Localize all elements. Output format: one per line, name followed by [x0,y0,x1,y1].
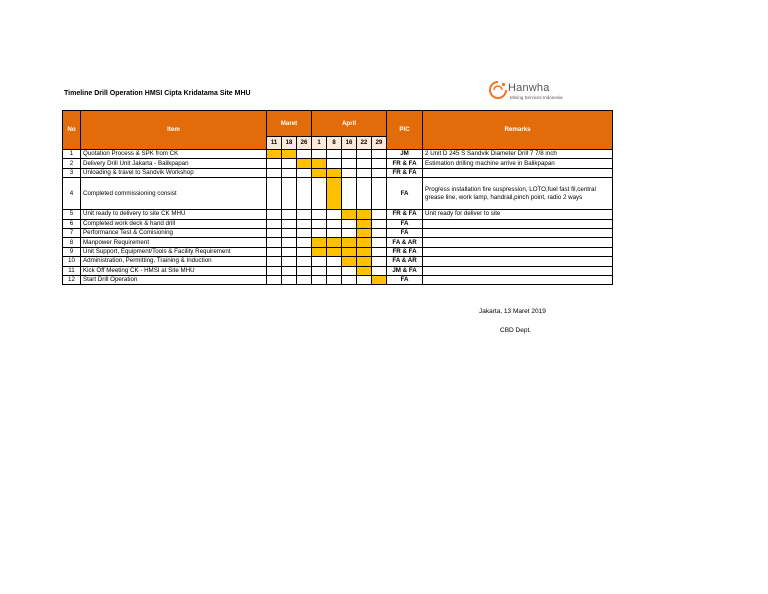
row-number: 9 [63,247,81,256]
timeline-cell [357,159,372,168]
timeline-cell [282,210,297,219]
timeline-cell [312,219,327,228]
table-row [63,178,613,210]
row-item: Quotation Process & SPK from CK [81,150,267,159]
timeline-cell [327,257,342,266]
header-row [63,111,613,137]
timeline-cell-active [357,228,372,237]
header-date: 26 [297,137,312,150]
row-pic: FR & FA [387,210,423,219]
row-remarks [423,275,613,284]
timeline-cell [312,228,327,237]
timeline-cell [267,247,282,256]
timeline-cell [327,150,342,159]
timeline-cell [297,228,312,237]
row-remarks: Unit ready for deliver to site [423,210,613,219]
header-pic: PIC [387,111,423,150]
timeline-cell-active [357,247,372,256]
timeline-cell [342,266,357,275]
row-remarks [423,247,613,256]
timeline-cell [267,238,282,247]
row-pic: FR & FA [387,247,423,256]
table-row [63,247,613,256]
row-remarks: Progress installation fire suspression, LOTO,fuel fast fil,central grease line, work lamp, handrail,pinch point, radio 2 ways [423,178,613,210]
row-item: Unit Support, Equipment/Tools & Facility Requirement [81,247,267,256]
header-date: 1 [312,137,327,150]
timeline-cell [357,275,372,284]
header-date: 22 [357,137,372,150]
timeline-cell [312,266,327,275]
row-remarks [423,219,613,228]
row-item: Performance Test & Comisioning [81,228,267,237]
timeline-cell [342,219,357,228]
header-month: Maret [267,111,312,137]
timeline-cell [357,150,372,159]
table-row [63,275,613,284]
timeline-cell [282,228,297,237]
timeline-table [62,110,613,285]
timeline-cell [342,178,357,210]
timeline-cell [342,159,357,168]
timeline-cell-active [342,210,357,219]
row-pic: JM [387,150,423,159]
timeline-cell [357,178,372,210]
header-date: 16 [342,137,357,150]
timeline-cell-active [357,219,372,228]
timeline-cell [342,168,357,177]
timeline-cell [267,228,282,237]
timeline-cell [372,247,387,256]
timeline-cell-active [267,150,282,159]
timeline-cell [372,266,387,275]
header-month: April [312,111,387,137]
row-number: 11 [63,266,81,275]
timeline-cell [372,219,387,228]
timeline-cell [297,210,312,219]
table-row [63,266,613,275]
header-date: 11 [267,137,282,150]
header-no: No [63,111,81,150]
row-item: Delivery Drill Unit Jakarta - Balikpapan [81,159,267,168]
timeline-cell [267,168,282,177]
table-row [63,168,613,177]
footer-department: CBD Dept. [500,327,532,334]
row-pic: FR & FA [387,168,423,177]
timeline-cell [267,178,282,210]
timeline-cell-active [327,178,342,210]
timeline-cell [282,266,297,275]
timeline-cell [282,178,297,210]
timeline-cell [372,150,387,159]
timeline-cell [357,168,372,177]
timeline-cell [267,219,282,228]
timeline-cell [297,275,312,284]
row-item: Unit ready to delivery to site CK MHU [81,210,267,219]
timeline-cell-active [312,247,327,256]
row-item: Completed commissioning consist [81,178,267,210]
timeline-cell-active [312,168,327,177]
timeline-cell [297,257,312,266]
header-date: 8 [327,137,342,150]
timeline-cell [282,275,297,284]
timeline-cell [372,210,387,219]
row-number: 7 [63,228,81,237]
timeline-cell-active [312,159,327,168]
table-row [63,257,613,266]
timeline-cell [372,178,387,210]
timeline-cell-active [297,159,312,168]
timeline-cell [297,266,312,275]
row-number: 6 [63,219,81,228]
row-remarks: 2 Unit D 245 S Sandvik Diameter Drill 7 7/8 inch [423,150,613,159]
timeline-cell [297,178,312,210]
timeline-cell-active [342,257,357,266]
timeline-cell [297,150,312,159]
row-remarks: Estimation drilling machine arrive in Balikpapan [423,159,613,168]
timeline-cell [297,168,312,177]
hanwha-logo-icon [488,80,508,100]
table-row [63,210,613,219]
row-item: Manpower Requirement [81,238,267,247]
table-row [63,238,613,247]
timeline-cell [282,238,297,247]
row-item: Unloading & travel to Sandvik Workshop [81,168,267,177]
row-remarks [423,238,613,247]
row-pic: FA [387,228,423,237]
timeline-cell [267,266,282,275]
timeline-cell [327,210,342,219]
timeline-cell [327,275,342,284]
row-pic: JM & FA [387,266,423,275]
timeline-cell [372,238,387,247]
table-row [63,228,613,237]
timeline-cell [282,219,297,228]
timeline-cell-active [327,238,342,247]
row-pic: FA & AR [387,257,423,266]
row-pic: FA [387,275,423,284]
row-remarks [423,266,613,275]
timeline-cell-active [282,150,297,159]
timeline-cell-active [342,238,357,247]
timeline-cell [282,168,297,177]
timeline-cell [297,238,312,247]
row-remarks [423,257,613,266]
timeline-cell [372,257,387,266]
timeline-cell [267,210,282,219]
timeline-cell [282,159,297,168]
table-row [63,219,613,228]
timeline-cell [372,228,387,237]
timeline-cell [297,247,312,256]
timeline-cell [312,257,327,266]
timeline-cell [342,275,357,284]
table-row [63,159,613,168]
timeline-cell [267,159,282,168]
header-date: 29 [372,137,387,150]
timeline-cell [312,150,327,159]
row-item: Kick Off Meeting CK - HMSI at Site MHU [81,266,267,275]
row-item: Start Drill Operation [81,275,267,284]
row-remarks [423,228,613,237]
timeline-cell [312,210,327,219]
hanwha-logo [488,80,608,106]
row-number: 5 [63,210,81,219]
timeline-cell [282,247,297,256]
footer-place-date: Jakarta, 13 Maret 2019 [479,308,546,315]
timeline-cell [342,150,357,159]
timeline-cell-active [372,275,387,284]
timeline-cell-active [312,238,327,247]
timeline-cell [267,257,282,266]
row-remarks [423,168,613,177]
row-item: Completed work deck & hand drill [81,219,267,228]
row-pic: FR & FA [387,159,423,168]
timeline-cell [327,219,342,228]
logo-subtitle: Mining Services Indonesia [510,95,563,100]
row-number: 8 [63,238,81,247]
timeline-cell [372,159,387,168]
timeline-cell-active [357,266,372,275]
row-number: 3 [63,168,81,177]
row-number: 2 [63,159,81,168]
row-pic: FA [387,178,423,210]
timeline-cell [312,178,327,210]
document-title: Timeline Drill Operation HMSI Cipta Kridatama Site MHU [64,90,251,97]
timeline-cell [267,275,282,284]
timeline-cell [297,219,312,228]
row-pic: FA [387,219,423,228]
timeline-cell-active [327,247,342,256]
logo-name: Hanwha [508,82,550,94]
row-number: 1 [63,150,81,159]
row-item: Administration, Permitting, Training & Induction [81,257,267,266]
row-number: 4 [63,178,81,210]
timeline-cell-active [327,168,342,177]
header-item: Item [81,111,267,150]
row-pic: FA & AR [387,238,423,247]
row-number: 12 [63,275,81,284]
timeline-cell-active [357,257,372,266]
timeline-cell [282,257,297,266]
row-number: 10 [63,257,81,266]
timeline-cell [327,159,342,168]
timeline-cell [342,228,357,237]
header-date: 18 [282,137,297,150]
timeline-cell-active [342,247,357,256]
timeline-cell-active [357,238,372,247]
timeline-cell [312,275,327,284]
timeline-cell [372,168,387,177]
timeline-cell [327,228,342,237]
timeline-cell [327,266,342,275]
header-remarks: Remarks [423,111,613,150]
table-row [63,150,613,159]
timeline-cell-active [357,210,372,219]
